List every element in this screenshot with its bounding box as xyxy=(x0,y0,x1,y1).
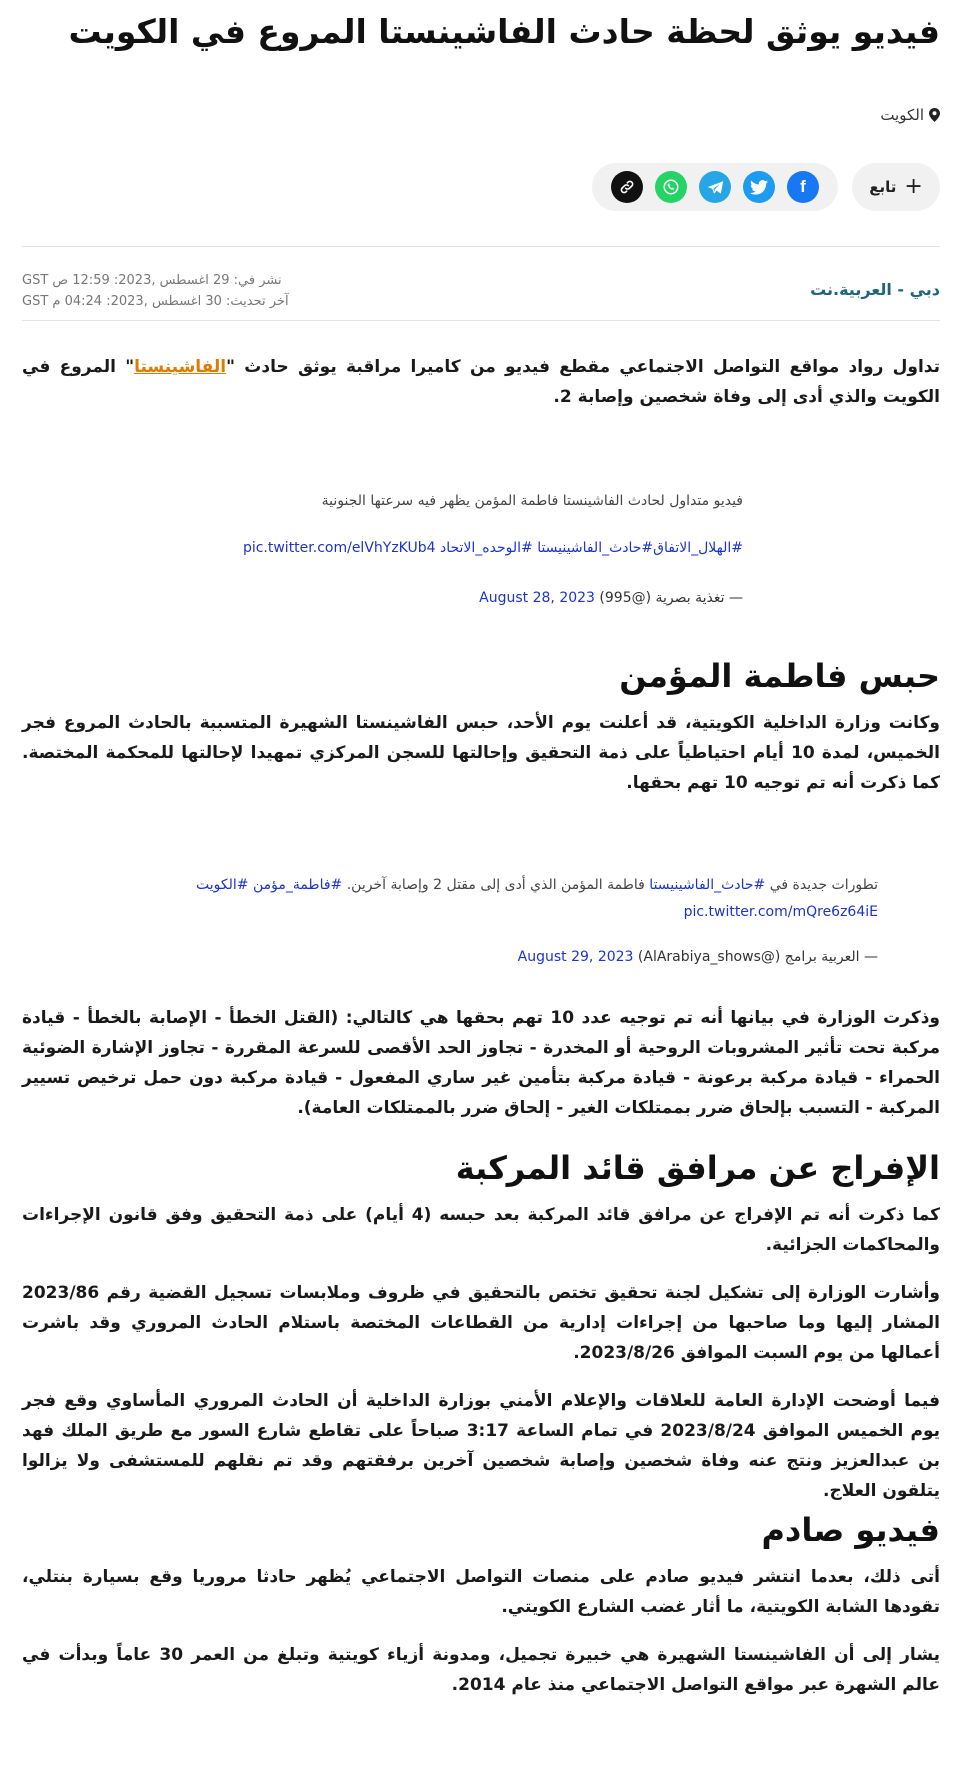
section1-title: حبس فاطمة المؤمن xyxy=(619,657,940,695)
fashionista-link[interactable]: الفاشينستا xyxy=(134,357,227,377)
section2-title: الإفراج عن مرافق قائد المركبة xyxy=(455,1149,940,1187)
intro-text-before: تداول رواد مواقع التواصل الاجتماعي مقطع فيديو من كاميرا مراقبة يوثق حادث " xyxy=(226,357,940,377)
twitter-share-icon[interactable] xyxy=(743,171,775,203)
telegram-plane-icon xyxy=(707,180,724,195)
copy-link-icon[interactable] xyxy=(611,171,643,203)
embed2-text xyxy=(118,874,878,896)
telegram-share-icon[interactable] xyxy=(699,171,731,203)
embed2-meta xyxy=(118,946,878,968)
charges-paragraph: وذكرت الوزارة في بيانها أنه تم توجيه عدد 10 تهم بحقها هي كالتالي: (القتل الخطأ - الإصابة بالخطأ - قيادة مركبة تحت تأثير المشروبات الروحية أو المخدرة - تجاوز الحد الأقصى للسرعة المقررة - تجاوز الإشارة الضوئية الحمراء - قيادة مركبة برعونة - قيادة مركبة بتأمين غير ساري المفعول - قيادة مركبة دون حمل ترخيص تسيير المركبة - التسبب بإلحاق ضرر بممتلكات الغير - إلحاق ضرر بالممتلكات العامة). xyxy=(22,1008,940,1118)
location-pin-icon xyxy=(929,108,940,122)
intro-text-after: " المروع في الكويت والذي أدى إلى وفاة شخصين وإصابة 2. xyxy=(22,357,940,407)
section2-paragraph2: وأشارت الوزارة إلى تشكيل لجنة تحقيق تختص بالتحقيق في ظروف وملابسات تسجيل القضية رقم 2023/86 المشار إليها وما صاحبها من إجراءات إدارية من القطاعات المختصة باستلام الحادث المروري وقد باشرت أعمالها من يوم السبت الموافق 2023/8/26. xyxy=(22,1283,940,1363)
embed1-text: فيديو متداول لحادث الفاشينستا فاطمة المؤمن يظهر فيه سرعتها الجنونية xyxy=(321,493,743,509)
embed2-text-before: تطورات جديدة في xyxy=(765,877,878,893)
embed1-meta xyxy=(183,587,743,609)
location-label: الكويت xyxy=(880,106,924,124)
embed1-author: — تغذية بصرية (@995) xyxy=(599,590,743,606)
location-tag[interactable] xyxy=(880,106,940,124)
share-bar xyxy=(592,163,838,211)
article-dates xyxy=(22,270,289,312)
divider-bottom xyxy=(22,320,940,321)
embed2-hashtag-accident[interactable]: #حادث_الفاشينيستا xyxy=(649,877,766,893)
plus-icon: + xyxy=(904,174,923,199)
section3-paragraph2: يشار إلى أن الفاشينستا الشهيرة هي خبيرة تجميل، ومدونة أزياء كويتية وتبلغ من العمر 30 عاماً وبدأت في عالم الشهرة عبر مواقع التواصل الاجتماعي منذ عام 2014. xyxy=(22,1645,940,1695)
section3-title: فيديو صادم xyxy=(761,1511,940,1549)
whatsapp-phone-icon xyxy=(662,178,680,196)
published-date: نشر في: 29 اغسطس ,2023: 12:59 ص GST xyxy=(22,273,282,288)
embed2-date[interactable]: August 29, 2023 xyxy=(517,949,634,965)
twitter-bird-icon xyxy=(750,180,768,195)
intro-paragraph xyxy=(22,352,940,412)
section3-paragraph1: أتى ذلك، بعدما انتشر فيديو صادم على منصات التواصل الاجتماعي يُظهر حادثا مروريا وقع بسيارة بنتلي، تقودها الشابة الكويتية، ما أثار غضب الشارع الكويتي. xyxy=(22,1567,940,1617)
embed1-date[interactable]: August 28, 2023 xyxy=(479,590,595,606)
facebook-share-icon[interactable]: f xyxy=(787,171,819,203)
embed1-hashtags-link[interactable]: #الهلال_الاتفاق#حادث_الفاشينيستا #الوحده_الاتحاد pic.twitter.com/elVhYzKUb4 xyxy=(242,540,743,556)
article-headline: فيديو يوثق لحظة حادث الفاشينستا المروع في الكويت xyxy=(68,12,940,51)
section2-paragraph3: فيما أوضحت الإدارة العامة للعلاقات والإعلام الأمني بوزارة الداخلية أن الحادث المروري المأساوي وقع فجر يوم الخميس الموافق 2023/8/24 في تمام الساعة 3:17 صباحاً على تقاطع شارع السور مع طريق الملك فهد بن عبدالعزيز ونتج عنه وفاة شخصين وإصابة شخصين آخرين برفقتهم وقد تم نقلهم للمستشفى ولا يزالوا يتلقون العلاج. xyxy=(22,1391,941,1501)
embed2-link-row xyxy=(118,901,878,923)
follow-label: تابع xyxy=(869,178,897,196)
embed2-pic-link[interactable]: pic.twitter.com/mQre6z64iE xyxy=(683,904,878,920)
section2-paragraph1: كما ذكرت أنه تم الإفراج عن مرافق قائد المركبة بعد حبسه (4 أيام) على ذمة التحقيق وفق قانون الإجراءات والمحاكمات الجزائية. xyxy=(22,1205,941,1255)
section1-paragraph: وكانت وزارة الداخلية الكويتية، قد أعلنت يوم الأحد، حبس الفاشينستا الشهيرة المتسببة بالحادث المروع فجر الخميس، لمدة 10 أيام احتياطياً على ذمة التحقيق وإحالتها للسجن المركزي تمهيدا لإحالتها للمحكمة المختصة. كما ذكرت أنه تم توجيه 10 تهم بحقها. xyxy=(22,713,941,793)
embed2-author: — العربية برامج (@AlArabiya_shows) xyxy=(637,949,878,965)
whatsapp-share-icon[interactable] xyxy=(655,171,687,203)
chain-link-icon xyxy=(619,179,635,195)
divider-top xyxy=(22,246,940,247)
embed2-text-middle: فاطمة المؤمن الذي أدى إلى مقتل 2 وإصابة آخرين. xyxy=(342,877,650,893)
updated-date: آخر تحديث: 30 اغسطس ,2023: 04:24 م GST xyxy=(22,294,289,309)
embed2-hashtag-name[interactable]: #فاطمة_مؤمن #الكويت xyxy=(196,877,343,893)
follow-button[interactable] xyxy=(852,163,940,211)
article-source[interactable]: دبي - العربية.نت xyxy=(810,280,940,299)
embed1-hashtags xyxy=(183,537,743,559)
